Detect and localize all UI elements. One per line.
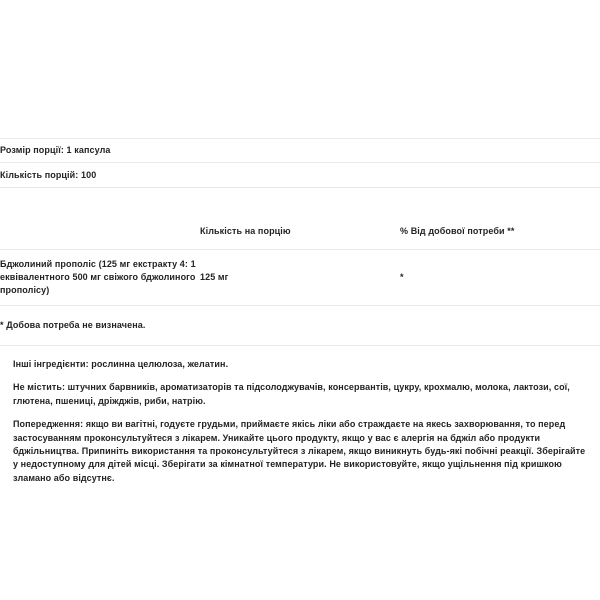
warning-text: Попередження: якщо ви вагітні, годуєте грудьми, приймаєте якісь ліки або страждаєте на якесь захворювання, то перед застосуванням проконсультуйтеся з лікарем. Уникайте цього продукту, якщо у вас є алергія на бджіл або продукти бджільництва. Припиніть використання та проконсультуйтеся з лікарем, якщо виникнуть будь-які побічні реакції. Зберігайте у недоступному для дітей місці. Зберігати за кімнатної температури. Не використовуйте, якщо ущільнення під кришкою зламано або відсутнє. [13,419,586,483]
table-bottom-rule [0,346,600,347]
notes-gap-2 [13,408,587,418]
notes-section [0,358,600,485]
ingredient-name-text: Бджолиний прополіс (125 мг екстракту 4: 1 еквівалентного 500 мг свіжого бджолиного прополісу) [0,259,196,295]
table-row-footnote [0,306,600,346]
table-row-serving-size [0,139,600,163]
column-header-name [0,188,200,250]
table-row-servings-per-container [0,163,600,188]
daily-value-footnote: * Добова потреба не визначена. [0,306,600,346]
free-from-text: Не містить: штучних барвників, ароматизаторів та підсолоджувачів, консервантів, цукру, крохмалю, молока, лактози, сої, глютена, пшениці, дріжджів, риби, натрію. [13,382,570,406]
table-header-row [0,188,600,250]
column-header-amount-per-serving: Кількість на порцію [200,188,400,250]
notes-gap-1 [13,371,587,381]
ingredient-amount: 125 мг [200,250,400,306]
ingredient-name [0,250,200,306]
top-spacer [0,0,600,138]
column-header-percent-daily-value: % Від добової потреби ** [400,188,600,250]
ingredient-daily-value: * [400,250,600,306]
servings-per-container-label: Кількість порцій: 100 [0,163,600,188]
serving-size-label: Розмір порції: 1 капсула [0,139,600,163]
other-ingredients-text: Інші інгредієнти: рослинна целюлоза, желатин. [13,359,229,369]
table-row [0,250,600,306]
table-bottom-rule-cell [0,346,600,347]
supplement-facts-table [0,138,600,346]
